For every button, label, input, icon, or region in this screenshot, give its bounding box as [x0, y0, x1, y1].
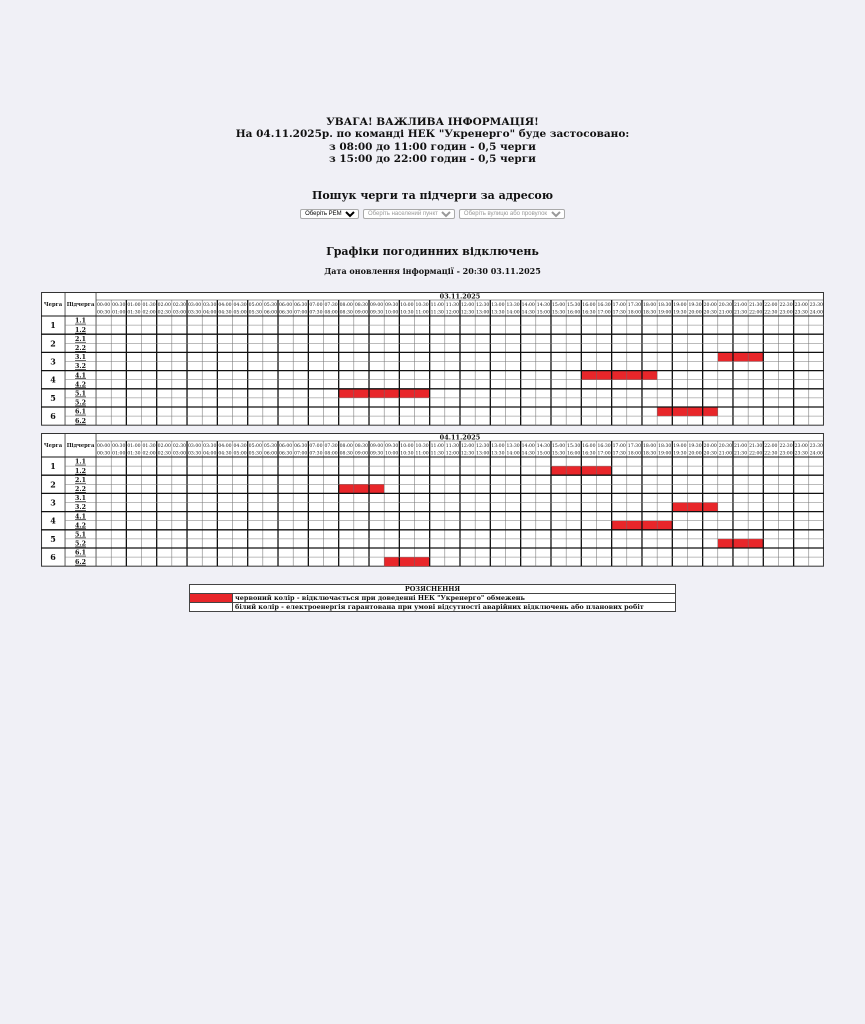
slot-end-time: 13:30	[491, 451, 505, 457]
notice-line-3: з 08:00 до 11:00 годин - 0,5 черги	[329, 140, 536, 153]
schedule-title: Графіки погодинних відключень	[326, 245, 539, 258]
slot-start-time: 20:30	[718, 302, 732, 308]
outage-cell	[354, 484, 369, 493]
outage-cell	[687, 407, 702, 416]
slot-end-time: 03:00	[172, 310, 187, 316]
slot-end-time: 05:00	[233, 310, 247, 316]
slot-start-time: 10:30	[415, 443, 429, 449]
slot-start-time: 09:00	[369, 443, 384, 449]
slot-end-time: 16:00	[567, 310, 581, 316]
slot-start-time: 21:00	[733, 443, 748, 449]
slot-start-time: 12:00	[460, 443, 475, 449]
slot-start-time: 21:30	[749, 443, 763, 449]
slot-end-time: 10:30	[400, 451, 414, 457]
slot-end-time: 14:00	[506, 310, 520, 316]
slot-end-time: 22:30	[764, 310, 778, 316]
slot-start-time: 22:30	[779, 443, 793, 449]
subqueue-link[interactable]: 5.1	[75, 390, 87, 398]
slot-end-time: 09:30	[369, 451, 384, 457]
slot-start-time: 17:00	[612, 302, 626, 308]
subqueue-link[interactable]: 6.2	[75, 417, 87, 425]
subqueue-link[interactable]: 1.2	[75, 326, 87, 334]
slot-end-time: 19:00	[658, 310, 672, 316]
slot-start-time: 23:30	[809, 302, 823, 308]
slot-start-time: 06:00	[278, 302, 293, 308]
slot-start-time: 05:00	[248, 302, 262, 308]
legend-red-text: червоний колір - відключається при доведенні НЕК "Укренерго" обмежень	[233, 594, 676, 603]
outage-cell	[703, 502, 718, 511]
slot-end-time: 09:00	[354, 310, 369, 316]
slot-start-time: 10:00	[400, 302, 414, 308]
slot-start-time: 17:00	[612, 443, 626, 449]
subqueue-link[interactable]: 1.1	[75, 317, 87, 325]
queue-number: 2	[50, 338, 56, 349]
slot-end-time: 19:30	[673, 451, 687, 457]
slot-end-time: 20:30	[703, 310, 717, 316]
subqueue-link[interactable]: 6.1	[75, 408, 87, 416]
slot-start-time: 02:00	[157, 302, 171, 308]
slot-end-time: 10:00	[385, 310, 399, 316]
slot-end-time: 14:00	[506, 451, 520, 457]
slot-start-time: 03:00	[188, 302, 202, 308]
outage-cell	[384, 389, 399, 398]
queue-number: 3	[50, 497, 56, 508]
slot-start-time: 23:30	[809, 443, 823, 449]
slot-end-time: 23:00	[779, 451, 793, 457]
outage-cell	[642, 371, 657, 380]
slot-start-time: 17:30	[627, 443, 641, 449]
subqueue-link[interactable]: 2.1	[75, 335, 87, 343]
slot-end-time: 08:00	[324, 310, 338, 316]
subqueue-link[interactable]: 4.2	[75, 522, 87, 530]
slot-start-time: 21:30	[749, 302, 763, 308]
outage-cell	[733, 352, 748, 361]
slot-end-time: 15:00	[536, 310, 551, 316]
slot-end-time: 10:00	[385, 451, 399, 457]
slot-end-time: 12:00	[445, 310, 460, 316]
subqueue-link[interactable]: 5.1	[75, 531, 87, 539]
subqueue-link[interactable]: 6.2	[75, 558, 87, 566]
outage-cell	[581, 466, 596, 475]
slot-end-time: 22:00	[749, 310, 763, 316]
legend-title: РОЗЯСНЕННЯ	[190, 585, 676, 594]
slot-end-time: 05:00	[233, 451, 247, 457]
notice-line-4: з 15:00 до 22:00 годин - 0,5 черги	[329, 152, 536, 165]
schedule-date: 03.11.2025	[439, 292, 481, 301]
slot-end-time: 01:00	[112, 310, 126, 316]
queue-number: 4	[50, 374, 56, 385]
slot-end-time: 01:00	[112, 451, 126, 457]
outage-cell	[627, 521, 642, 530]
subqueue-link[interactable]: 2.1	[75, 476, 87, 484]
slot-start-time: 14:00	[521, 302, 535, 308]
slot-end-time: 22:00	[749, 451, 763, 457]
queue-number: 2	[50, 479, 56, 490]
slot-start-time: 00:30	[112, 302, 126, 308]
slot-start-time: 19:00	[673, 443, 687, 449]
slot-start-time: 01:00	[127, 302, 141, 308]
slot-end-time: 14:30	[521, 310, 535, 316]
slot-end-time: 00:30	[97, 310, 111, 316]
slot-end-time: 15:30	[551, 451, 566, 457]
outage-cell	[369, 484, 384, 493]
slot-end-time: 18:00	[627, 310, 641, 316]
slot-start-time: 19:30	[688, 443, 702, 449]
slot-start-time: 00:30	[112, 443, 126, 449]
slot-end-time: 07:00	[294, 310, 308, 316]
slot-end-time: 11:00	[415, 310, 429, 316]
slot-start-time: 08:00	[339, 443, 353, 449]
slot-start-time: 13:30	[506, 443, 520, 449]
slot-end-time: 03:00	[172, 451, 187, 457]
subqueue-link[interactable]: 4.1	[75, 372, 87, 380]
notice-block	[0, 116, 865, 165]
slot-start-time: 13:00	[491, 443, 505, 449]
legend-white-text: білий колір - електроенергія гарантована при умові відсутності аварійних відключень або планових робіт	[233, 603, 676, 612]
slot-end-time: 17:00	[597, 451, 611, 457]
slot-start-time: 06:00	[278, 443, 293, 449]
slot-start-time: 00:00	[97, 302, 111, 308]
outage-cell	[703, 407, 718, 416]
slot-start-time: 14:30	[536, 443, 551, 449]
subqueue-link[interactable]: 2.2	[75, 486, 87, 494]
slot-start-time: 03:30	[203, 302, 217, 308]
slot-start-time: 18:00	[642, 443, 657, 449]
slot-end-time: 06:30	[278, 451, 293, 457]
notice-line-1: УВАГА! ВАЖЛИВА ІНФОРМАЦІЯ!	[326, 116, 539, 128]
slot-start-time: 12:00	[460, 302, 475, 308]
slot-start-time: 09:30	[385, 302, 399, 308]
outage-cell	[718, 539, 733, 548]
slot-start-time: 08:00	[339, 302, 353, 308]
outage-cell	[657, 521, 672, 530]
slot-start-time: 16:00	[582, 302, 596, 308]
slot-end-time: 24:00	[809, 451, 823, 457]
slot-end-time: 15:00	[536, 451, 551, 457]
slot-end-time: 16:30	[582, 451, 596, 457]
slot-start-time: 05:30	[263, 302, 278, 308]
slot-start-time: 18:30	[658, 443, 672, 449]
subqueue-link[interactable]: 4.1	[75, 513, 87, 521]
outage-cell	[339, 389, 354, 398]
slot-end-time: 18:00	[627, 451, 641, 457]
slot-start-time: 17:30	[627, 302, 641, 308]
slot-start-time: 22:30	[779, 302, 793, 308]
outage-cell	[718, 352, 733, 361]
slot-end-time: 21:30	[733, 451, 748, 457]
slot-end-time: 02:00	[142, 451, 156, 457]
slot-start-time: 20:30	[718, 443, 732, 449]
slot-start-time: 03:30	[203, 443, 217, 449]
slot-end-time: 03:30	[188, 310, 202, 316]
legend-table	[189, 584, 676, 612]
notice-line-2: На 04.11.2025р. по команді НЕК "Укренерго" буде застосовано:	[235, 128, 630, 141]
slot-end-time: 01:30	[127, 310, 141, 316]
slot-start-time: 23:00	[794, 443, 808, 449]
slot-end-time: 21:00	[718, 451, 732, 457]
slot-end-time: 02:30	[157, 451, 171, 457]
slot-end-time: 16:00	[567, 451, 581, 457]
slot-end-time: 13:00	[476, 310, 490, 316]
slot-end-time: 03:30	[188, 451, 202, 457]
subqueue-link[interactable]: 1.2	[75, 467, 87, 475]
outage-cell	[672, 502, 687, 511]
slot-start-time: 05:00	[248, 443, 262, 449]
slot-start-time: 23:00	[794, 302, 808, 308]
slot-start-time: 07:30	[324, 443, 338, 449]
slot-end-time: 04:00	[203, 451, 217, 457]
outage-cell	[354, 389, 369, 398]
queue-column-header: Черга	[43, 301, 63, 308]
slot-start-time: 08:30	[354, 302, 369, 308]
slot-end-time: 17:30	[612, 310, 626, 316]
slot-end-time: 13:30	[491, 310, 505, 316]
street-select[interactable]	[459, 209, 565, 219]
schedule-date: 04.11.2025	[439, 433, 481, 442]
slot-end-time: 05:30	[248, 451, 262, 457]
slot-end-time: 15:30	[551, 310, 566, 316]
slot-end-time: 06:00	[263, 451, 278, 457]
schedule-table-day-2	[41, 433, 824, 567]
queue-number: 6	[50, 411, 56, 422]
slot-start-time: 18:30	[658, 302, 672, 308]
slot-end-time: 20:00	[688, 451, 702, 457]
outage-cell	[657, 407, 672, 416]
slot-end-time: 17:30	[612, 451, 626, 457]
slot-end-time: 13:00	[476, 451, 490, 457]
slot-start-time: 08:30	[354, 443, 369, 449]
slot-start-time: 06:30	[294, 302, 308, 308]
legend-red-swatch	[190, 594, 233, 603]
slot-start-time: 18:00	[642, 302, 657, 308]
subqueue-link[interactable]: 6.1	[75, 549, 87, 557]
subqueue-link[interactable]: 3.1	[75, 495, 87, 503]
outage-cell	[687, 502, 702, 511]
slot-start-time: 15:00	[551, 443, 566, 449]
slot-end-time: 08:00	[324, 451, 338, 457]
queue-number: 5	[50, 392, 56, 403]
address-search-form	[0, 209, 865, 219]
outage-cell	[551, 466, 566, 475]
outage-cell	[748, 539, 763, 548]
slot-start-time: 03:00	[188, 443, 202, 449]
slot-start-time: 04:00	[218, 302, 232, 308]
slot-end-time: 12:00	[445, 451, 460, 457]
outage-cell	[566, 466, 581, 475]
slot-start-time: 12:30	[476, 302, 490, 308]
slot-start-time: 11:30	[445, 302, 460, 308]
outage-cell	[339, 484, 354, 493]
slot-start-time: 07:30	[324, 302, 338, 308]
outage-cell	[672, 407, 687, 416]
slot-start-time: 04:30	[233, 443, 247, 449]
slot-start-time: 01:30	[142, 443, 156, 449]
outage-cell	[612, 521, 627, 530]
slot-start-time: 19:30	[688, 302, 702, 308]
outage-cell	[612, 371, 627, 380]
slot-start-time: 11:00	[430, 443, 444, 449]
slot-end-time: 16:30	[582, 310, 596, 316]
slot-end-time: 11:30	[430, 451, 444, 457]
subqueue-column-header: Підчерга	[66, 301, 95, 308]
queue-number: 5	[50, 533, 56, 544]
slot-start-time: 15:30	[567, 443, 581, 449]
outage-cell	[596, 466, 611, 475]
slot-end-time: 06:30	[278, 310, 293, 316]
outage-cell	[415, 557, 430, 566]
outage-cell	[581, 371, 596, 380]
outage-cell	[415, 389, 430, 398]
subqueue-column-header: Підчерга	[66, 442, 95, 449]
slot-end-time: 02:30	[157, 310, 171, 316]
slot-start-time: 01:30	[142, 302, 156, 308]
slot-end-time: 19:00	[658, 451, 672, 457]
slot-start-time: 14:00	[521, 443, 535, 449]
subqueue-link[interactable]: 4.2	[75, 381, 87, 389]
outage-cell	[596, 371, 611, 380]
slot-start-time: 10:30	[415, 302, 429, 308]
queue-number: 1	[50, 461, 56, 472]
slot-end-time: 17:00	[597, 310, 611, 316]
slot-start-time: 06:30	[294, 443, 308, 449]
slot-end-time: 09:00	[354, 451, 369, 457]
slot-start-time: 11:30	[445, 443, 460, 449]
slot-start-time: 01:00	[127, 443, 141, 449]
rem-select[interactable]	[300, 209, 359, 219]
outage-cell	[748, 352, 763, 361]
slot-end-time: 20:30	[703, 451, 717, 457]
slot-end-time: 04:30	[218, 310, 232, 316]
schedule-table-day-1	[41, 292, 824, 426]
slot-end-time: 12:30	[460, 310, 475, 316]
slot-start-time: 20:00	[703, 302, 717, 308]
slot-end-time: 19:30	[673, 310, 687, 316]
slot-end-time: 11:30	[430, 310, 444, 316]
slot-end-time: 09:30	[369, 310, 384, 316]
slot-end-time: 06:00	[263, 310, 278, 316]
subqueue-link[interactable]: 5.2	[75, 540, 87, 548]
slot-end-time: 18:30	[642, 310, 657, 316]
slot-start-time: 02:00	[157, 443, 171, 449]
slot-start-time: 14:30	[536, 302, 551, 308]
slot-end-time: 21:00	[718, 310, 732, 316]
outage-cell	[642, 521, 657, 530]
slot-end-time: 23:00	[779, 310, 793, 316]
slot-end-time: 20:00	[688, 310, 702, 316]
slot-start-time: 02:30	[172, 443, 187, 449]
slot-start-time: 11:00	[430, 302, 444, 308]
outage-cell	[384, 557, 399, 566]
slot-end-time: 18:30	[642, 451, 657, 457]
slot-start-time: 13:30	[506, 302, 520, 308]
slot-end-time: 24:00	[809, 310, 823, 316]
slot-start-time: 15:30	[567, 302, 581, 308]
slot-end-time: 11:00	[415, 451, 429, 457]
slot-start-time: 04:00	[218, 443, 232, 449]
slot-start-time: 22:00	[764, 302, 778, 308]
slot-start-time: 07:00	[309, 443, 323, 449]
queue-number: 1	[50, 320, 56, 331]
queue-number: 4	[50, 515, 56, 526]
outage-cell	[369, 389, 384, 398]
slot-start-time: 02:30	[172, 302, 187, 308]
slot-start-time: 16:30	[597, 443, 611, 449]
slot-start-time: 09:30	[385, 443, 399, 449]
subqueue-link[interactable]: 2.2	[75, 345, 87, 353]
slot-start-time: 05:30	[263, 443, 278, 449]
schedule-grid-svg	[41, 433, 824, 567]
outage-cell	[399, 557, 414, 566]
slot-end-time: 08:30	[339, 451, 353, 457]
slot-end-time: 01:30	[127, 451, 141, 457]
settlement-select[interactable]	[363, 209, 455, 219]
slot-start-time: 22:00	[764, 443, 778, 449]
slot-end-time: 07:30	[309, 451, 323, 457]
subqueue-link[interactable]: 1.1	[75, 458, 87, 466]
slot-end-time: 00:30	[97, 451, 111, 457]
slot-start-time: 09:00	[369, 302, 384, 308]
slot-end-time: 05:30	[248, 310, 262, 316]
subqueue-link[interactable]: 3.2	[75, 504, 87, 512]
slot-start-time: 16:30	[597, 302, 611, 308]
slot-start-time: 00:00	[97, 443, 111, 449]
queue-column-header: Черга	[43, 442, 63, 449]
slot-end-time: 02:00	[142, 310, 156, 316]
schedule-grid-svg	[41, 292, 824, 426]
slot-end-time: 10:30	[400, 310, 414, 316]
slot-start-time: 21:00	[733, 302, 748, 308]
slot-start-time: 13:00	[491, 302, 505, 308]
slot-end-time: 07:00	[294, 451, 308, 457]
slot-end-time: 23:30	[794, 451, 808, 457]
slot-end-time: 14:30	[521, 451, 535, 457]
slot-end-time: 23:30	[794, 310, 808, 316]
outage-cell	[733, 539, 748, 548]
slot-end-time: 22:30	[764, 451, 778, 457]
subqueue-link[interactable]: 5.2	[75, 399, 87, 407]
slot-end-time: 12:30	[460, 451, 475, 457]
slot-end-time: 07:30	[309, 310, 323, 316]
search-title: Пошук черги та підчерги за адресою	[311, 189, 554, 202]
slot-start-time: 07:00	[309, 302, 323, 308]
slot-start-time: 19:00	[673, 302, 687, 308]
slot-start-time: 04:30	[233, 302, 247, 308]
slot-end-time: 04:00	[203, 310, 217, 316]
queue-number: 3	[50, 356, 56, 367]
slot-start-time: 16:00	[582, 443, 596, 449]
slot-start-time: 15:00	[551, 302, 566, 308]
subqueue-link[interactable]: 3.1	[75, 354, 87, 362]
slot-end-time: 21:30	[733, 310, 748, 316]
slot-start-time: 10:00	[400, 443, 414, 449]
legend-white-swatch	[190, 603, 233, 612]
queue-number: 6	[50, 552, 56, 563]
outage-cell	[399, 389, 414, 398]
slot-start-time: 12:30	[476, 443, 490, 449]
slot-start-time: 20:00	[703, 443, 717, 449]
slot-end-time: 04:30	[218, 451, 232, 457]
slot-end-time: 08:30	[339, 310, 353, 316]
outage-cell	[627, 371, 642, 380]
subqueue-link[interactable]: 3.2	[75, 363, 87, 371]
update-timestamp: Дата оновлення інформації - 20:30 03.11.2025	[324, 266, 541, 276]
